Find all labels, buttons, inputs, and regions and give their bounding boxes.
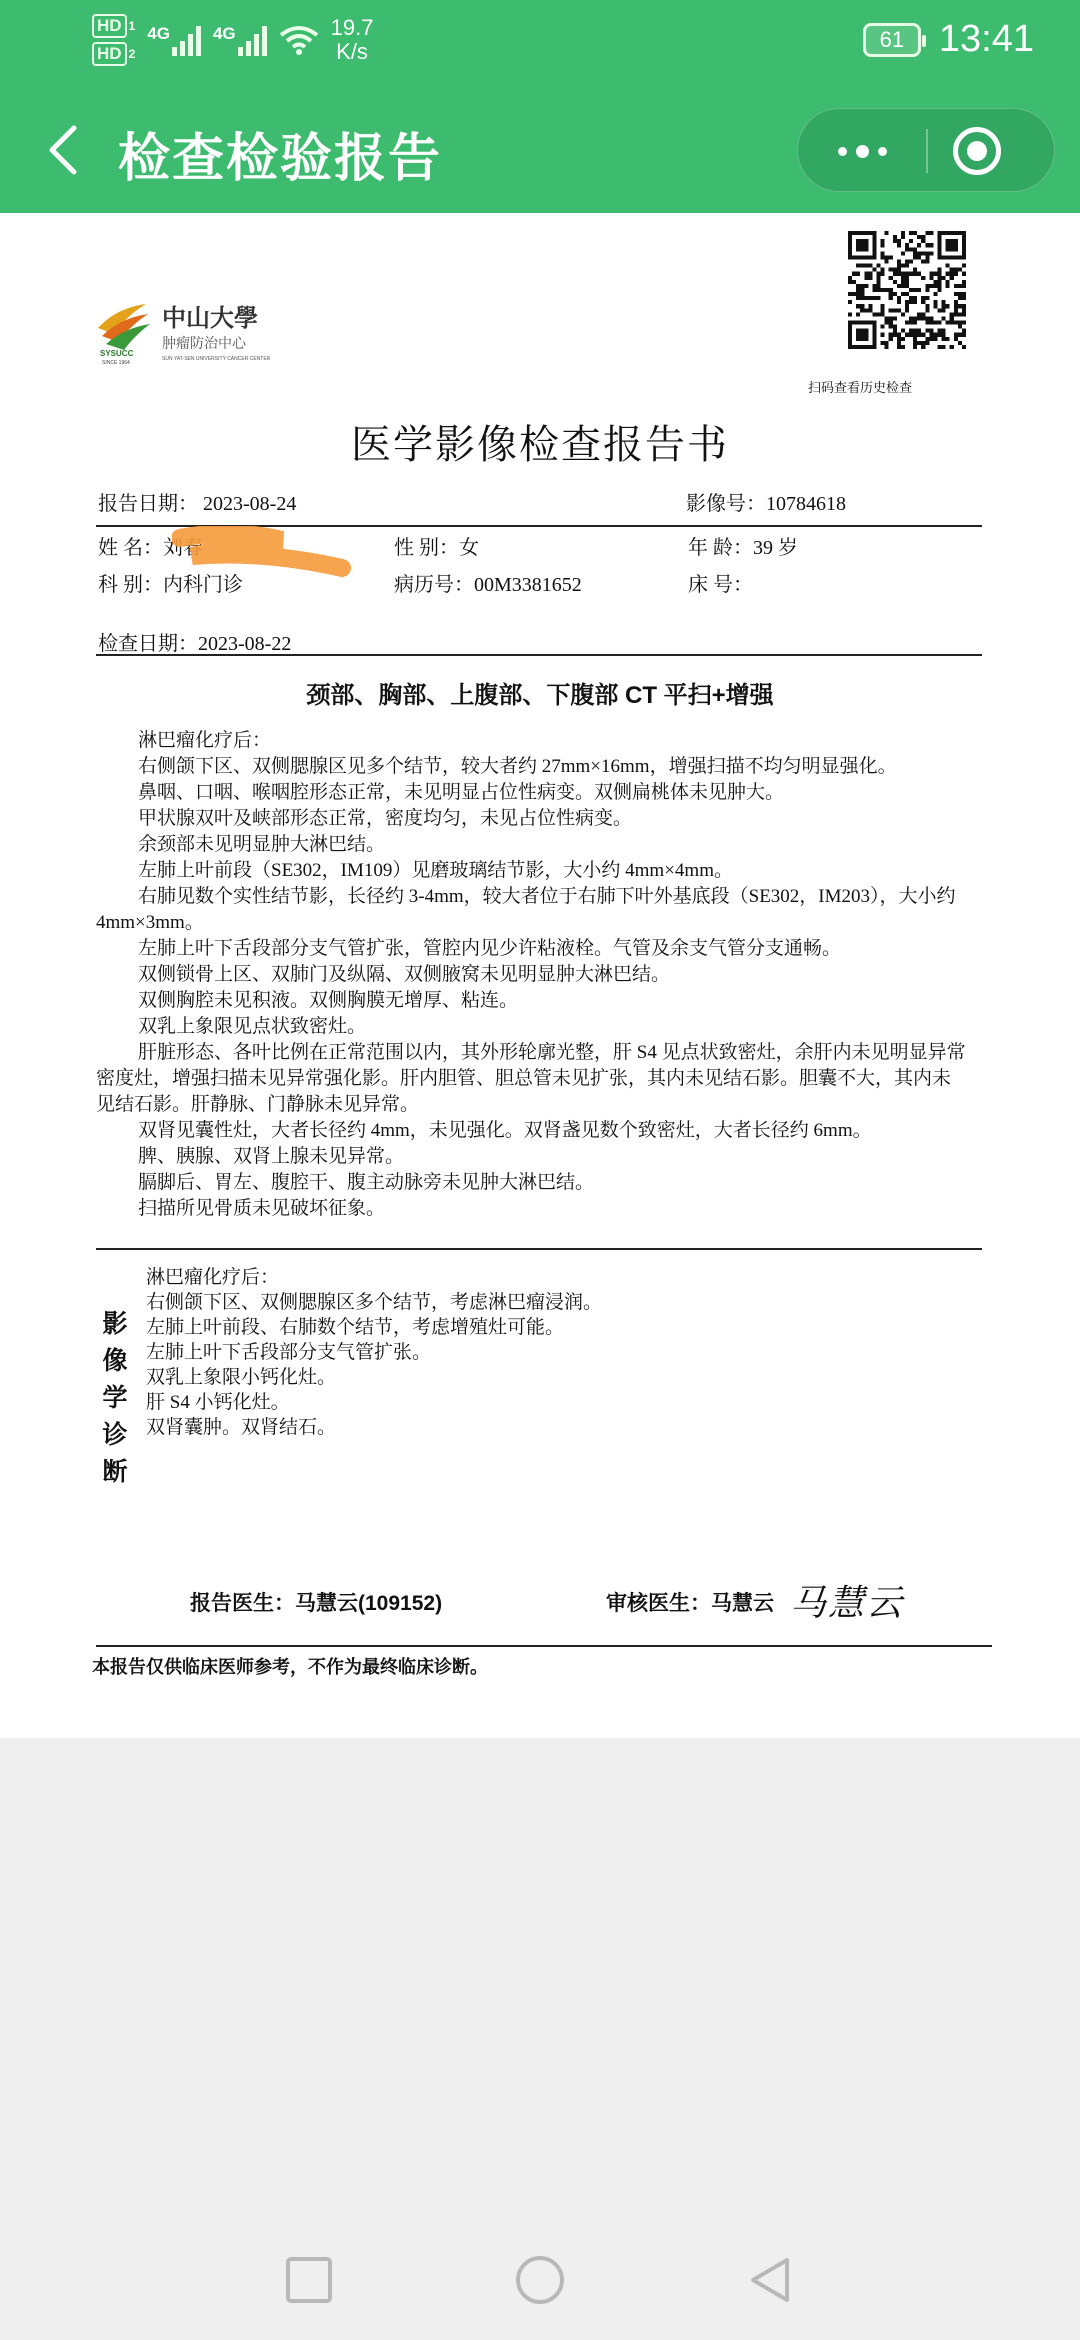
handwritten-signature: 马慧云 xyxy=(790,1583,905,1624)
target-close-icon[interactable] xyxy=(953,127,1001,175)
more-dots-icon[interactable] xyxy=(798,109,926,193)
speed-value: 19.7 xyxy=(330,15,374,40)
bed-number: 床 号： xyxy=(688,574,753,596)
finding-line: 扫描所见骨质未见破坏征象。 xyxy=(138,1198,386,1219)
network-type-2: 4G xyxy=(212,24,236,43)
department: 科 别：内科门诊 xyxy=(98,574,243,596)
svg-text:SINCE 1964: SINCE 1964 xyxy=(102,360,130,366)
finding-line: 甲状腺双叶及峡部形态正常，密度均匀，未见占位性病变。 xyxy=(138,808,633,829)
signal-2 xyxy=(213,24,267,56)
top-bar xyxy=(0,0,1080,213)
home-circle-icon[interactable] xyxy=(514,2254,566,2306)
patient-sex: 性 别：女 xyxy=(394,537,479,559)
network-type-1: 4G xyxy=(147,24,170,43)
diagnosis-label-char: 断 xyxy=(102,1458,128,1486)
qr-caption: 扫码查看历史检查 xyxy=(808,380,913,395)
diagnosis-section xyxy=(146,1265,602,1440)
status-right xyxy=(863,18,1034,61)
logo-text: 中山大學 xyxy=(162,303,258,332)
patient-age: 年 龄：39 岁 xyxy=(688,537,798,559)
signal-1 xyxy=(147,24,201,56)
diagnosis-label-char: 影 xyxy=(102,1310,128,1338)
report-doctor: 报告医生：马慧云(109152) xyxy=(190,1592,443,1615)
diagnosis-line: 双肾囊肿。双肾结石。 xyxy=(146,1417,337,1438)
diagnosis-label xyxy=(100,1306,130,1491)
hd-indicators xyxy=(92,14,135,66)
report-document xyxy=(0,213,1080,1738)
finding-line: 膈脚后、胃左、腹腔干、腹主动脉旁未见肿大淋巴结。 xyxy=(138,1172,595,1193)
record-number: 病历号：00M3381652 xyxy=(394,574,582,596)
sim-2-label: 2 xyxy=(128,47,136,61)
logo-subtext: 肿瘤防治中心 xyxy=(162,336,246,352)
finding-line: 鼻咽、口咽、喉咽腔形态正常，未见明显占位性病变。双侧扁桃体未见肿大。 xyxy=(138,782,785,803)
finding-line: 脾、胰腺、双肾上腺未见异常。 xyxy=(138,1146,405,1167)
divider xyxy=(96,654,982,656)
report-title: 医学影像检查报告书 xyxy=(351,423,729,467)
signal-bars-icon xyxy=(172,24,201,56)
system-nav-bar xyxy=(0,2220,1080,2340)
status-left xyxy=(92,14,373,66)
image-number: 影像号：10784618 xyxy=(686,493,846,515)
hospital-logo xyxy=(96,298,296,368)
sim-1-label: 1 xyxy=(128,19,136,33)
qr-code[interactable] xyxy=(848,231,966,349)
hd-badge-1: HD xyxy=(92,14,127,38)
finding-line: 右侧颌下区、双侧腮腺区见多个结节，较大者约 27mm×16mm，增强扫描不均匀明显强化。 xyxy=(138,756,897,777)
diagnosis-line: 左肺上叶下舌段部分支气管扩张。 xyxy=(146,1342,432,1363)
page-title: 检查检验报告 xyxy=(118,130,443,188)
diagnosis-label-char: 学 xyxy=(102,1384,128,1412)
speed-unit: K/s xyxy=(336,39,368,64)
finding-line: 双肾见囊性灶，大者长径约 4mm，未见强化。双肾盏见数个致密灶，大者长径约 6mm。 xyxy=(138,1120,872,1141)
findings-section xyxy=(96,728,966,1222)
recent-apps-square-icon[interactable] xyxy=(283,2254,335,2306)
svg-text:SYSUCC: SYSUCC xyxy=(100,349,134,358)
review-doctor: 审核医生：马慧云 xyxy=(606,1592,774,1615)
diagnosis-label-char: 诊 xyxy=(102,1421,128,1449)
divider xyxy=(96,1248,982,1250)
mini-program-capsule xyxy=(797,108,1055,192)
finding-line: 双侧锁骨上区、双肺门及纵隔、双侧腋窝未见明显肿大淋巴结。 xyxy=(138,964,671,985)
diagnosis-line: 左肺上叶前段、右肺数个结节，考虑增殖灶可能。 xyxy=(146,1317,565,1338)
diagnosis-line: 双乳上象限小钙化灶。 xyxy=(146,1367,337,1388)
exam-date: 检查日期：2023-08-22 xyxy=(98,633,292,655)
finding-line: 左肺上叶前段（SE302，IM109）见磨玻璃结节影，大小约 4mm×4mm。 xyxy=(138,860,733,881)
finding-line: 淋巴瘤化疗后： xyxy=(138,730,272,751)
divider xyxy=(96,1645,992,1647)
status-bar xyxy=(0,0,1080,84)
disclaimer: 本报告仅供临床医师参考，不作为最终临床诊断。 xyxy=(92,1657,488,1677)
back-triangle-icon[interactable] xyxy=(745,2254,797,2306)
capsule-divider xyxy=(926,129,928,173)
network-speed xyxy=(331,16,374,64)
finding-line: 余颈部未见明显肿大淋巴结。 xyxy=(138,834,386,855)
clock: 13:41 xyxy=(938,18,1034,60)
nav-bar xyxy=(0,100,1080,200)
finding-line: 右肺见数个实性结节影，长径约 3-4mm，较大者位于右肺下叶外基底段（SE302，IM203），大小约 4mm×3mm。 xyxy=(96,886,956,933)
diagnosis-label-char: 像 xyxy=(102,1347,128,1375)
hd-badge-2: HD xyxy=(92,42,127,66)
finding-line: 双乳上象限见点状致密灶。 xyxy=(138,1016,367,1037)
diagnosis-line: 右侧颌下区、双侧腮腺区多个结节，考虑淋巴瘤浸润。 xyxy=(146,1292,603,1313)
report-date: 报告日期： 2023-08-24 xyxy=(98,493,297,515)
diagnosis-line: 肝 S4 小钙化灶。 xyxy=(146,1392,290,1413)
finding-line: 肝脏形态、各叶比例在正常范围以内，其外形轮廓光整，肝 S4 见点状致密灶，余肝内未见明显异常密度灶，增强扫描未见异常强化影。肝内胆管、胆总管未见扩张，其内未见结石影。胆囊不大，其内未见结石影。肝静脉、门静脉未见异常。 xyxy=(96,1042,966,1115)
battery-level: 61 xyxy=(879,26,905,52)
finding-line: 左肺上叶下舌段部分支气管扩张，管腔内见少许粘液栓。气管及余支气管分支通畅。 xyxy=(138,938,842,959)
patient-name: 姓 名：刘春 xyxy=(98,537,203,559)
signal-bars-icon xyxy=(238,24,267,56)
wifi-icon xyxy=(279,24,319,56)
exam-title: 颈部、胸部、上腹部、下腹部 CT 平扫+增强 xyxy=(306,682,774,709)
chevron-left-icon[interactable] xyxy=(36,120,96,180)
finding-line: 双侧胸腔未见积液。双侧胸膜无增厚、粘连。 xyxy=(138,990,519,1011)
diagnosis-line: 淋巴瘤化疗后： xyxy=(146,1267,280,1288)
battery-icon xyxy=(863,23,921,57)
svg-text:SUN YAT-SEN UNIVERSITY CANCER: SUN YAT-SEN UNIVERSITY CANCER CENTER xyxy=(162,356,271,362)
